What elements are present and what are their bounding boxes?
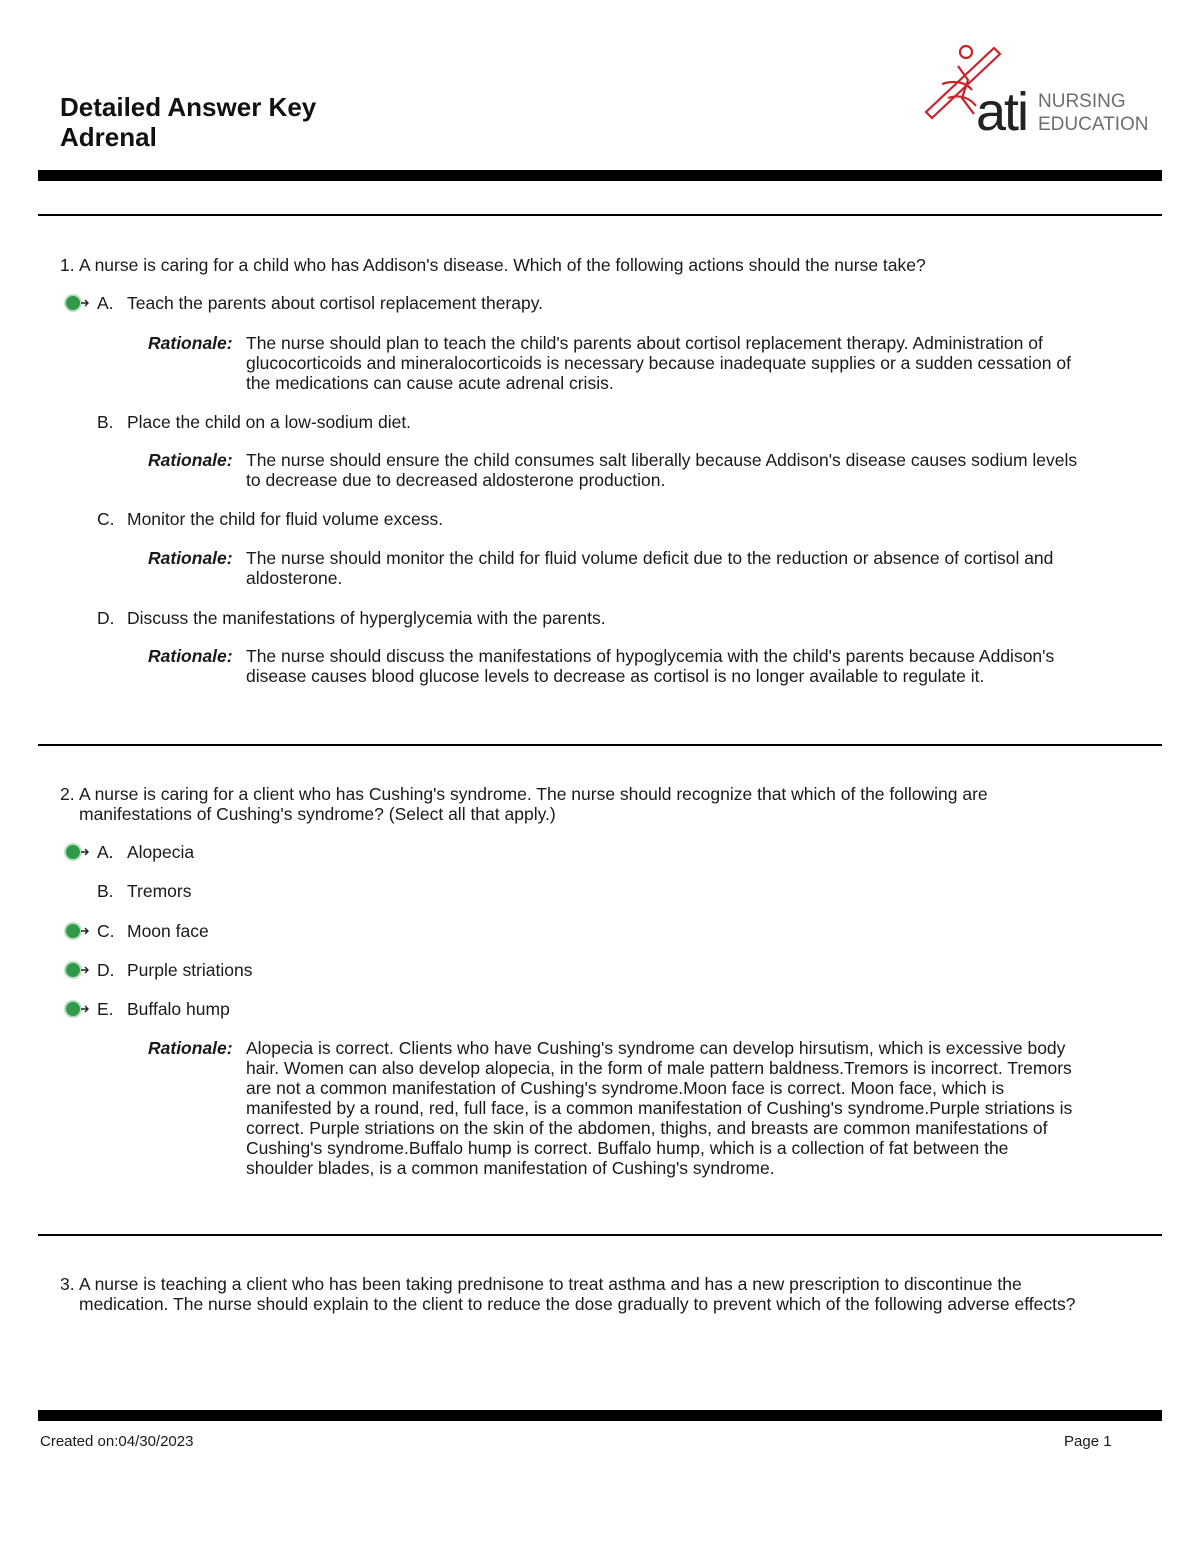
rationale-label: Rationale: bbox=[148, 450, 233, 470]
correct-answer-icon bbox=[62, 840, 88, 864]
section-divider bbox=[38, 1234, 1162, 1236]
option-text: Buffalo hump bbox=[127, 999, 230, 1019]
rationale-text: The nurse should plan to teach the child's parents about cortisol replacement therapy. Administration of glucocorticoids and mineralocorticoids is necessary because inadequate supplies or a sudden cessation of the medications can cause acute adrenal crisis. bbox=[246, 333, 1071, 393]
rationale-1b bbox=[148, 450, 1078, 490]
option-text: Monitor the child for fluid volume excess. bbox=[127, 509, 444, 529]
page-title bbox=[60, 92, 316, 152]
rationale-1d bbox=[148, 646, 1078, 686]
section-divider bbox=[38, 744, 1162, 746]
footer-rule bbox=[38, 1410, 1162, 1421]
created-date: Created on:04/30/2023 bbox=[40, 1433, 194, 1450]
option-letter: D. bbox=[97, 608, 115, 628]
option-text: Purple striations bbox=[127, 960, 253, 980]
question-1 bbox=[60, 255, 1079, 275]
option-letter: A. bbox=[97, 842, 114, 862]
rationale-label: Rationale: bbox=[148, 548, 233, 568]
question-number: 2. bbox=[60, 784, 75, 804]
option-letter: D. bbox=[97, 960, 115, 980]
correct-answer-icon bbox=[62, 291, 88, 315]
ati-logo bbox=[918, 40, 1149, 142]
logo-education: EDUCATION bbox=[1038, 114, 1149, 135]
page-number: Page 1 bbox=[1064, 1433, 1112, 1450]
rationale-1c bbox=[148, 548, 1078, 588]
question-text: A nurse is teaching a client who has been taking prednisone to treat asthma and has a new prescription to discontinue the medication. The nurse should explain to the client to reduce the dose gradually to prevent which of the following adverse effects? bbox=[79, 1274, 1076, 1314]
correct-answer-icon bbox=[62, 919, 88, 943]
question-text: A nurse is caring for a child who has Addison's disease. Which of the following actions should the nurse take? bbox=[79, 255, 926, 275]
correct-answer-icon bbox=[62, 997, 88, 1021]
option-text: Alopecia bbox=[127, 842, 195, 862]
correct-answer-icon bbox=[62, 958, 88, 982]
rationale-text: Alopecia is correct. Clients who have Cushing's syndrome can develop hirsutism, which is excessive body hair. Women can also develop alopecia, in the form of male pattern baldness.Tremors is incorrect. Tremors are not a common manifestation of Cushing's syndrome.Moon face is correct. Moon face, which is manifested by a round, red, full face, is a common manifestation of Cushing's syndrome.Purple striations is correct. Purple striations on the skin of the abdomen, thighs, and breasts are common manifestations of Cushing's syndrome.Buffalo hump is correct. Buffalo hump, which is a collection of fat between the shoulder blades, is a common manifestation of Cushing's syndrome. bbox=[246, 1038, 1073, 1178]
option-text: Tremors bbox=[127, 881, 192, 901]
rationale-text: The nurse should discuss the manifestations of hypoglycemia with the child's parents because Addison's disease causes blood glucose levels to decrease as cortisol is no longer available to regulate it. bbox=[246, 646, 1055, 686]
rationale-1a bbox=[148, 333, 1078, 393]
option-letter: B. bbox=[97, 412, 114, 432]
title-line-2: Adrenal bbox=[60, 122, 157, 152]
logo-brand: ati bbox=[976, 82, 1028, 142]
question-text: A nurse is caring for a client who has Cushing's syndrome. The nurse should recognize that which of the following are manifestations of Cushing's syndrome? (Select all that apply.) bbox=[79, 784, 988, 824]
option-letter: C. bbox=[97, 509, 115, 529]
rationale-label: Rationale: bbox=[148, 1038, 233, 1058]
rationale-text: The nurse should monitor the child for fluid volume deficit due to the reduction or absence of cortisol and aldosterone. bbox=[246, 548, 1054, 588]
rationale-text: The nurse should ensure the child consumes salt liberally because Addison's disease causes sodium levels to decrease due to decreased aldosterone production. bbox=[246, 450, 1078, 490]
option-text: Discuss the manifestations of hyperglycemia with the parents. bbox=[127, 608, 606, 628]
question-number: 1. bbox=[60, 255, 75, 275]
option-text: Moon face bbox=[127, 921, 209, 941]
question-number: 3. bbox=[60, 1274, 75, 1294]
option-letter: B. bbox=[97, 881, 114, 901]
rationale-label: Rationale: bbox=[148, 333, 233, 353]
question-3 bbox=[60, 1274, 1079, 1314]
section-divider bbox=[38, 214, 1162, 216]
option-letter: A. bbox=[97, 293, 114, 313]
title-line-1: Detailed Answer Key bbox=[60, 92, 317, 122]
option-text: Teach the parents about cortisol replacement therapy. bbox=[127, 293, 544, 313]
rationale-label: Rationale: bbox=[148, 646, 233, 666]
question-2 bbox=[60, 784, 1079, 824]
option-letter: E. bbox=[97, 999, 114, 1019]
header-rule bbox=[38, 170, 1162, 181]
rationale-2 bbox=[148, 1038, 1078, 1178]
logo-nursing: NURSING bbox=[1038, 91, 1126, 112]
option-letter: C. bbox=[97, 921, 115, 941]
option-text: Place the child on a low-sodium diet. bbox=[127, 412, 412, 432]
